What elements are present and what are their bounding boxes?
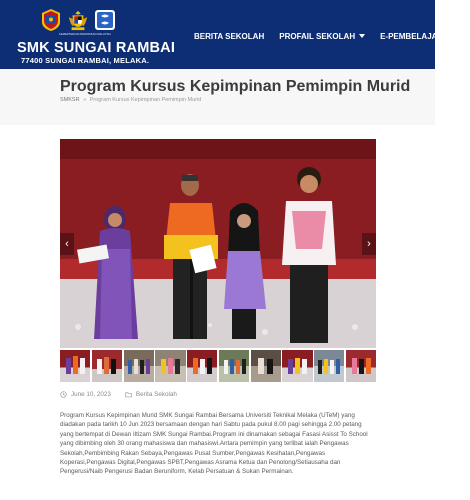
breadcrumb-current: Program Kursus Kepimpinan Pemimpin Murid [89,97,202,103]
chevron-left-icon[interactable]: ‹ [60,233,74,255]
chevron-right-icon[interactable]: › [362,233,376,255]
thumbnail[interactable] [251,350,281,382]
thumbnail[interactable] [219,350,249,382]
thumbnail[interactable] [314,350,344,382]
image-slider[interactable] [60,139,376,348]
post-category[interactable] [125,391,177,398]
thumbnail[interactable] [187,350,217,382]
thumbnail[interactable] [346,350,376,382]
thumbnail[interactable] [92,350,122,382]
thumbnail-strip [60,350,376,382]
page-title: Program Kursus Kepimpinan Pemimpin Murid [60,78,411,95]
post-meta [60,391,177,398]
main-nav [194,32,470,41]
post-category-text: Berita Sekolah [135,391,177,398]
chevron-down-icon [359,34,365,38]
thumbnail[interactable] [282,350,312,382]
post-date [60,391,111,398]
clock-icon [60,391,67,398]
nav-label: PROFAIL SEKOLAH [279,32,356,41]
article-body: Program Kursus Kepimpinan Murid SMK Sungai Rambai Bersama Universiti Teknikal Melaka (UTeM) yang diadakan pada tarikh 10 Jun 2023 bersamaan dengan hari Sabtu pada pukul 8.00 pagi sehingga 2.00 petang yang bertempat di Dewan Iltizam SMK Sungai Rambai.Program ini dinamakan sebagai Fasasi Asisst To School yang dibimbing oleh 30 orang mahasiswa dan mahasiswi.Antara pemimpin yang terlibat ialah Pengawas Sekolah,Pembimbing Rakan Sebaya,Pengawas Pusat Sumber,Pengawas Kesihatan,Pengawas Koperasi,Pengawas Digital,Pengawas SPBT,Pengawas Asrama Ketua dan Penolong/Setiausaha dan Pengerusi/Naib Pengerusi Badan Beruniform, Kelab Persatuan & Sukan Permainan. [60,412,368,476]
ministry-caption: KEMENTERIAN PENDIDIKAN MALAYSIA [59,33,111,36]
post-date-text: June 10, 2023 [71,391,111,398]
thumbnail[interactable] [155,350,185,382]
nav-profail-sekolah[interactable] [279,32,365,41]
breadcrumb-home[interactable]: SMKSR [60,97,80,103]
nav-e-pembelajaran[interactable] [380,32,455,41]
ministry-logo[interactable] [40,8,62,32]
logo-row [40,7,116,33]
school-logo [94,8,116,32]
thumbnail[interactable] [124,350,154,382]
breadcrumb-separator: » [83,97,87,103]
site-header [0,0,455,69]
breadcrumb [60,97,201,103]
site-title[interactable]: SMK SUNGAI RAMBAI [17,40,176,56]
event-photo [60,139,376,348]
nav-label: BERITA SEKOLAH [194,32,265,41]
coat-of-arms-logo [67,8,89,32]
nav-label: E-PEMBELAJARAN [380,32,455,41]
folder-icon [125,391,132,398]
thumbnail[interactable] [60,350,90,382]
nav-berita-sekolah[interactable] [194,32,264,41]
site-address: 77400 SUNGAI RAMBAI, MELAKA. [21,56,150,65]
